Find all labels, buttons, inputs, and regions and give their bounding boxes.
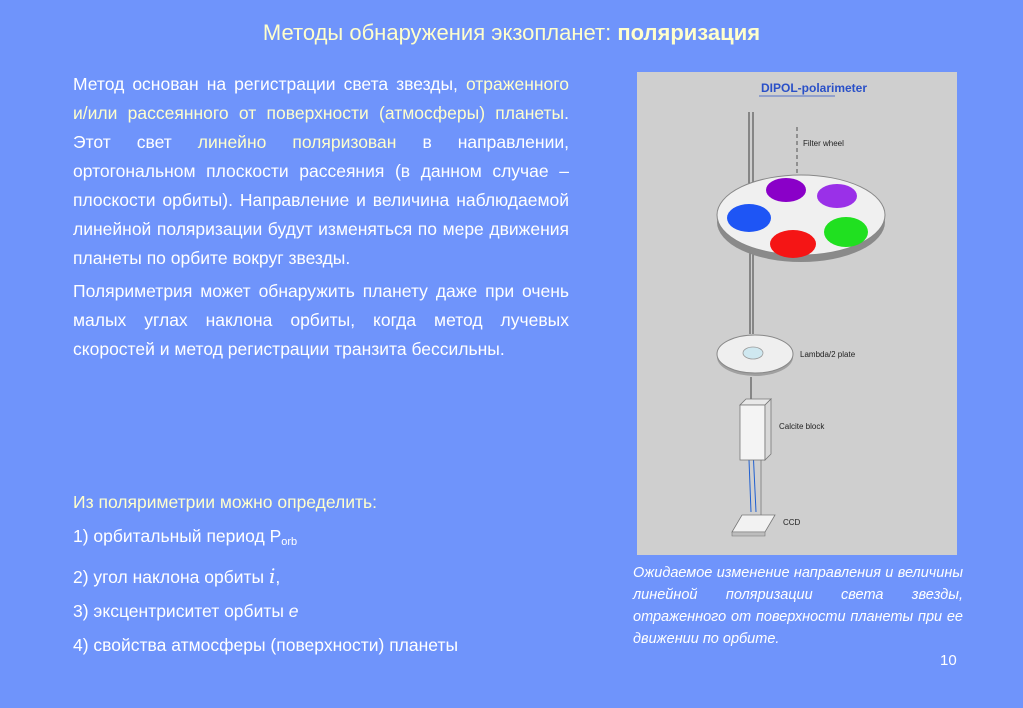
page-number: 10 (940, 652, 957, 669)
lambda-plate-center (743, 347, 763, 359)
filter-green (824, 217, 868, 247)
polarimeter-figure (637, 72, 957, 555)
list-item-3-text: 3) эксцентриситет орбиты (73, 601, 289, 621)
list-item-1 (73, 524, 593, 554)
list-item-3-symbol: e (288, 601, 299, 621)
calcite-label: Calcite block (779, 422, 825, 431)
filter-wheel-label: Filter wheel (803, 139, 844, 148)
p1-s1: Метод основан на регистрации света звезды, (73, 74, 466, 94)
filter-purple (766, 178, 806, 202)
list-item-1-text: 1) орбитальный период P (73, 526, 282, 546)
p1-s4-highlight: линейно поляризован (197, 132, 397, 152)
calcite-side (765, 399, 771, 460)
p1-s3: . Этот свет (73, 103, 569, 152)
paragraph-1 (73, 70, 569, 273)
filter-blue (727, 204, 771, 232)
ccd-edge (732, 532, 765, 536)
list-item-2 (73, 564, 593, 589)
slide-title-bold: поляризация (617, 20, 761, 45)
p1-s5: в направлении, ортогональном плоскости рассеяния (в данном случае – плоскости орбиты). Направление и величина наблюдаемой линейной поляризации будут изменяться по мере движения планеты по орбите вокруг звезды. (73, 132, 569, 268)
list-heading: Из поляриметрии можно определить: (73, 492, 377, 512)
list-item-2-text: 2) угол наклона орбиты (73, 567, 269, 587)
paragraph-2: Поляриметрия может обнаружить планету даже при очень малых углах наклона орбиты, когда метод лучевых скоростей и метод регистрации транзита бессильны. (73, 281, 569, 359)
figure-caption: Ожидаемое изменение направления и величины линейной поляризации света звезды, отраженного от поверхности планеты при ее движении по орбите. (633, 565, 963, 647)
filter-violet (817, 184, 857, 208)
list-item-4: 4) свойства атмосферы (поверхности) планеты (73, 635, 459, 655)
polarimeter-diagram (637, 72, 957, 555)
list-item-2-symbol: i (268, 564, 276, 588)
slide-title (0, 20, 1023, 46)
ccd-plate (732, 515, 775, 532)
lambda-plate-label: Lambda/2 plate (800, 350, 856, 359)
list-item-2-tail: , (275, 567, 281, 587)
list-item-1-sub: orb (281, 536, 298, 548)
determination-list (73, 490, 593, 667)
body-text (73, 70, 569, 368)
figure-header: DIPOL-polarimeter (761, 81, 868, 95)
ccd-label: CCD (783, 518, 801, 527)
calcite-front (740, 405, 765, 460)
slide-title-prefix: Методы обнаружения экзопланет: (262, 20, 618, 45)
list-item-3 (73, 599, 593, 623)
p1-s2-highlight: отраженного и/или рассеянного от поверхности (атмосферы) планеты (73, 74, 569, 123)
filter-red (770, 230, 816, 258)
